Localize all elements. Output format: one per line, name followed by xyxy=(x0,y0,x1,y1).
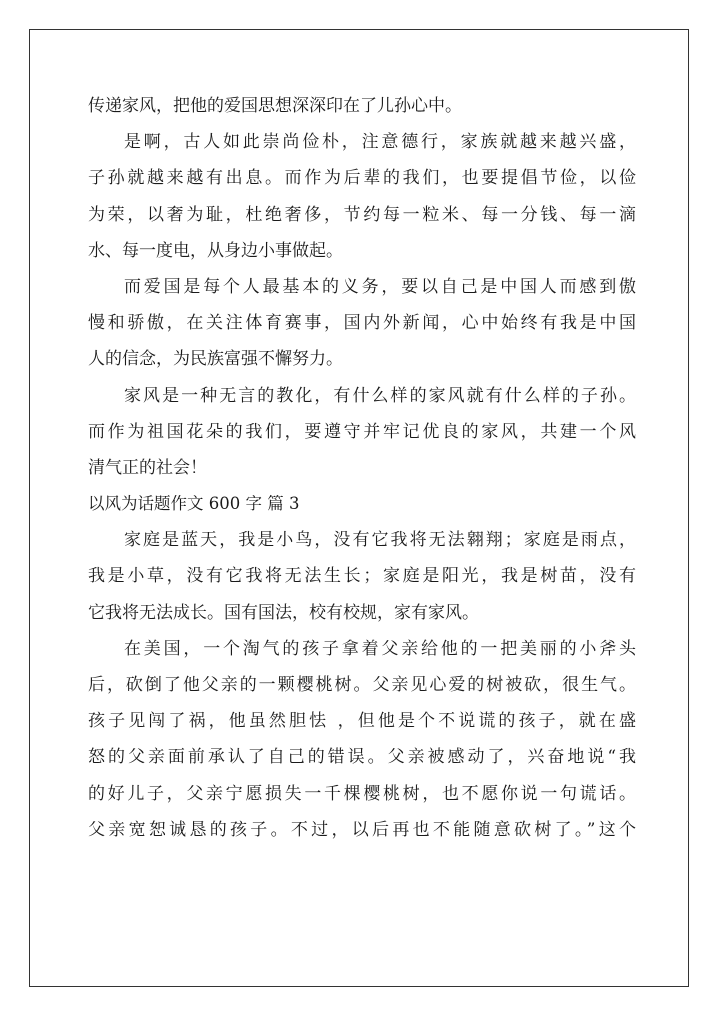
paragraph-line: 为荣，以奢为耻，杜绝奢侈，节约每一粒米、每一分钱、每一滴 xyxy=(88,204,636,225)
paragraph-line: 怒的父亲面前承认了自己的错误。父亲被感动了，兴奋地说“我 xyxy=(88,747,636,768)
paragraph-line: 人的信念，为民族富强不懈努力。 xyxy=(88,349,343,370)
paragraph-line: 家庭是蓝天，我是小鸟，没有它我将无法翱翔；家庭是雨点， xyxy=(124,530,636,551)
paragraph-line: 子孙就越来越有出息。而作为后辈的我们，也要提倡节俭，以俭 xyxy=(88,168,636,189)
paragraph-line: 后，砍倒了他父亲的一颗樱桃树。父亲见心爱的树被砍，很生气。 xyxy=(88,675,636,695)
paragraph-line: 它我将无法成长。国有国法，校有校规，家有家风。 xyxy=(88,602,479,623)
paragraph-line: 而爱国是每个人最基本的义务，要以自己是中国人而感到傲 xyxy=(124,276,636,297)
paragraph-line: 我是小草，没有它我将无法生长；家庭是阳光，我是树苗，没有 xyxy=(88,566,636,587)
paragraph-line: 而作为祖国花朵的我们，要遵守并牢记优良的家风，共建一个风 xyxy=(88,421,636,442)
document-body xyxy=(88,88,636,848)
paragraph-line: 清气正的社会！ xyxy=(88,457,207,478)
paragraph-line: 孩子见闯了祸，他虽然胆怯 ，但他是个不说谎的孩子，就在盛 xyxy=(88,711,636,732)
paragraph-line: 慢和骄傲，在关注体育赛事，国内外新闻，心中始终有我是中国 xyxy=(88,313,636,334)
section-heading: 以风为话题作文 600 字 篇 3 xyxy=(88,494,300,514)
paragraph-line: 在美国，一个淘气的孩子拿着父亲给他的一把美丽的小斧头 xyxy=(124,638,636,659)
paragraph-line: 是啊，古人如此崇尚俭朴，注意德行，家族就越来越兴盛， xyxy=(124,132,636,153)
paragraph-line: 父亲宽恕诚恳的孩子。不过，以后再也不能随意砍树了。”这个 xyxy=(88,819,636,840)
paragraph-line: 水、每一度电，从身边小事做起。 xyxy=(88,240,343,261)
paragraph-line: 传递家风，把他的爱国思想深深印在了儿孙心中。 xyxy=(88,96,462,116)
paragraph-line: 的好儿子，父亲宁愿损失一千棵樱桃树，也不愿你说一句谎话。 xyxy=(88,783,636,804)
paragraph-line: 家风是一种无言的教化，有什么样的家风就有什么样的子孙。 xyxy=(124,385,636,406)
